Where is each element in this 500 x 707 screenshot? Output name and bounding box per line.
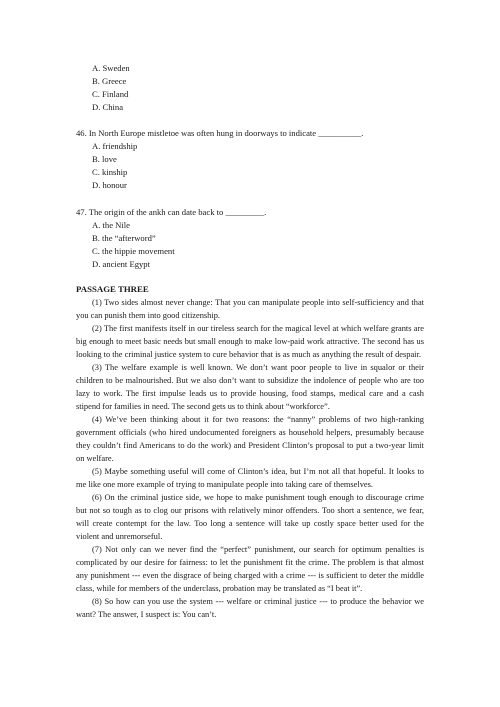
passage-paragraph-3: (3) The welfare example is well known. We don’t want poor people to live in squalor or their children to be malnourished. But we also don’t want to subsidize the indolence of people who are too lazy to work. The first impulse leads us to provide housing, food stamps, medical care and a cash stipend for families in need. The second gets us to think about “workforce”. bbox=[76, 363, 424, 411]
q45-option-b: B. Greece bbox=[92, 76, 127, 86]
passage-paragraph-6: (6) On the criminal justice side, we hope to make punishment tough enough to discourage crime but not so tough as to clog our prisons with relatively minor offenders. Too short a sentence, we fear, will create contempt for the law. Too long a sentence will take up costly space better used for the violent and unremorseful. bbox=[76, 493, 424, 541]
q45-options bbox=[92, 62, 130, 114]
q46-option-b: B. love bbox=[92, 154, 117, 164]
passage-paragraph-5: (5) Maybe something useful will come of Clinton’s idea, but I’m not all that hopeful. It looks to me like one more example of trying to manipulate people into taking care of themselves. bbox=[76, 467, 424, 489]
q47-option-c: C. the hippie movement bbox=[92, 246, 175, 256]
q47-question: 47. The origin of the ankh can date back to _________. bbox=[76, 207, 267, 217]
passage-paragraph-7: (7) Not only can we never find the “perfect” punishment, our search for optimum penalties is complicated by our desire for fairness: to let the punishment fit the crime. The problem is that almost any punishment --- even the disgrace of being charged with a crime --- is sufficient to deter the middle class, while for members of the underclass, probation may be translated as “I beat it”. bbox=[76, 545, 424, 593]
q46-option-a: A. friendship bbox=[92, 141, 138, 151]
passage-paragraph-4: (4) We’ve been thinking about it for two reasons: the “nanny” problems of two high-ranking government officials (who hired undocumented foreigners as household helpers, presumably because they couldn’t find Americans to do the work) and President Clinton’s proposal to put a two-year limit on welfare. bbox=[76, 415, 424, 463]
q46-options bbox=[92, 140, 137, 192]
passage-paragraph-2: (2) The first manifests itself in our tireless search for the magical level at which welfare grants are big enough to meet basic needs but small enough to make low-paid work attractive. The second has us looking to the criminal justice system to cure behavior that is as much as anything the result of despair. bbox=[76, 324, 424, 359]
q45-option-c: C. Finland bbox=[92, 89, 129, 99]
passage-paragraph-1: (1) Two sides almost never change: That you can manipulate people into self-sufficiency and that you can punish them into good citizenship. bbox=[76, 298, 424, 320]
q46-option-d: D. honour bbox=[92, 180, 127, 190]
q45-option-d: D. China bbox=[92, 102, 124, 112]
passage-paragraph-8: (8) So how can you use the system --- welfare or criminal justice --- to produce the behavior we want? The answer, I suspect is: You can’t. bbox=[76, 597, 424, 619]
q47-option-b: B. the “afterword” bbox=[92, 233, 156, 243]
q47-option-d: D. ancient Egypt bbox=[92, 259, 150, 269]
q46-option-c: C. kinship bbox=[92, 167, 128, 177]
passage-body bbox=[76, 296, 424, 621]
passage-heading: PASSAGE THREE bbox=[76, 284, 149, 294]
q47-options bbox=[92, 219, 175, 271]
q45-option-a: A. Sweden bbox=[92, 63, 130, 73]
q47-option-a: A. the Nile bbox=[92, 220, 130, 230]
q46-question: 46. In North Europe mistletoe was often hung in doorways to indicate __________. bbox=[76, 128, 364, 138]
